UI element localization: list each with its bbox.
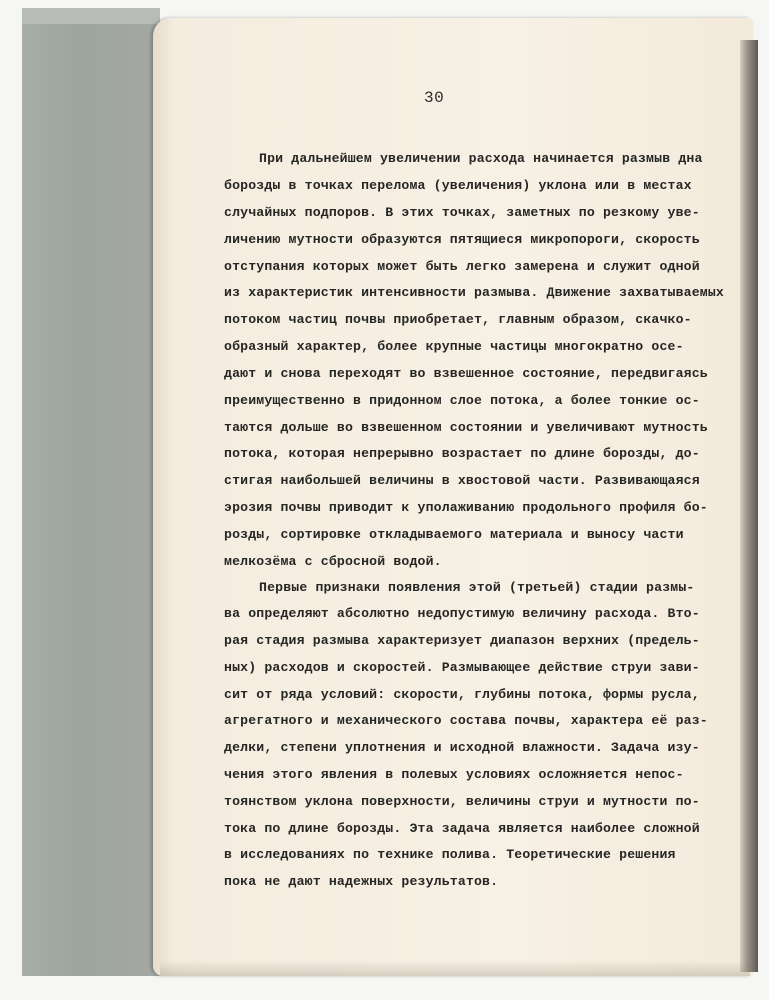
text-line: сит от ряда условий: скорости, глубины потока, формы русла, [224, 687, 700, 702]
text-line: отступания которых может быть легко замерена и служит одной [224, 259, 700, 274]
text-line: потоком частиц почвы приобретает, главным образом, скачко- [224, 312, 692, 327]
page-number: 30 [424, 89, 445, 107]
text-line: рая стадия размыва характеризует диапазон верхних (предель- [224, 633, 700, 648]
text-line: стигая наибольшей величины в хвостовой части. Развивающаяся [224, 473, 700, 488]
facing-page-shadow [22, 8, 160, 976]
text-line: личению мутности образуются пятящиеся микропороги, скорость [224, 232, 700, 247]
text-line: агрегатного и механического состава почвы, характера её раз- [224, 713, 708, 728]
text-line: мелкозёма с сбросной водой. [224, 554, 442, 569]
text-line: чения этого явления в полевых условиях осложняется непос- [224, 767, 684, 782]
text-line: ных) расходов и скоростей. Размывающее действие струи зави- [224, 660, 700, 675]
text-line: эрозия почвы приводит к уполаживанию продольного профиля бо- [224, 500, 708, 515]
text-line: в исследованиях по технике полива. Теоретические решения [224, 847, 676, 862]
text-line: из характеристик интенсивности размыва. Движение захватываемых [224, 285, 724, 300]
text-line: потока, которая непрерывно возрастает по длине борозды, до- [224, 446, 700, 461]
text-line: ва определяют абсолютно недопустимую величину расхода. Вто- [224, 606, 700, 621]
page-binding-edge [740, 40, 758, 972]
text-line: тока по длине борозды. Эта задача является наиболее сложной [224, 821, 700, 836]
text-line: делки, степени уплотнения и исходной влажности. Задача изу- [224, 740, 700, 755]
text-line: таются дольше во взвешенном состоянии и увеличивают мутность [224, 420, 708, 435]
text-line: Первые признаки появления этой (третьей) стадии размы- [259, 580, 695, 595]
text-line: тоянством уклона поверхности, величины струи и мутности по- [224, 794, 700, 809]
text-line: пока не дают надежных результатов. [224, 874, 499, 889]
text-line: преимущественно в придонном слое потока, а более тонкие ос- [224, 393, 700, 408]
text-line: дают и снова переходят во взвешенное состояние, передвигаясь [224, 366, 708, 381]
text-line: образный характер, более крупные частицы многократно осе- [224, 339, 684, 354]
text-line: розды, сортировке откладываемого материала и выносу части [224, 527, 684, 542]
facing-page-top-edge [22, 8, 160, 24]
page-bottom-shade [160, 960, 750, 976]
text-line: борозды в точках перелома (увеличения) уклона или в местах [224, 178, 692, 193]
text-line: случайных подпоров. В этих точках, заметных по резкому уве- [224, 205, 700, 220]
text-line: При дальнейшем увеличении расхода начинается размыв дна [259, 151, 703, 166]
